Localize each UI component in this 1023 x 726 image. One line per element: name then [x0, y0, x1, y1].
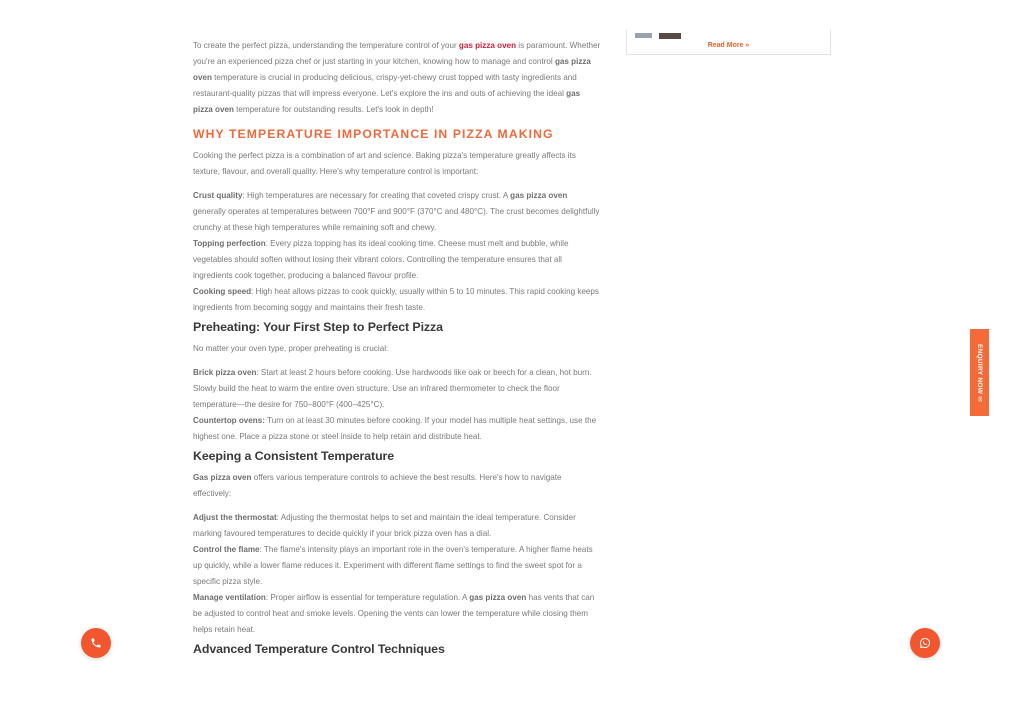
post-thumbnail[interactable]: [659, 33, 681, 39]
section-heading: Keeping a Consistent Temperature: [193, 449, 395, 463]
intro-paragraph: [193, 38, 601, 118]
text: temperature is crucial in producing delicious, crispy-yet-chewy crust topped with tasty ingredients and restaurant-quality pizzas that will impress everyone. Let's explore the ins and outs of achieving the ideal: [193, 73, 577, 98]
section-heading: Advanced Temperature Control Techniques: [193, 642, 445, 656]
thermostat-item: [193, 510, 601, 542]
text: has vents that can be adjusted to control heat and smoke levels. Opening the vents can lower the temperature while closing them helps retain heat.: [193, 593, 595, 634]
text: : Every pizza topping has its ideal cooking time. Cheese must melt and bubble, while vegetables should soften without losing their vibrant colors. Controlling the temperature ensures that all ingredients cook together, producing a balanced flavour profile.: [193, 239, 569, 280]
text: Turn on at least 30 minutes before cooking. If your model has multiple heat settings, use the highest one. Place a pizza stone or steel inside to help retain and distribute heat.: [193, 416, 597, 441]
text: : The flame's intensity plays an important role in the oven's temperature. A higher flame heats up quickly, while a lower flame reduces it. Experiment with different flame settings to find the sweet spot for a specific pizza style.: [193, 545, 593, 586]
keyword: gas pizza oven: [193, 89, 581, 114]
ventilation-item: [193, 590, 601, 638]
keyword: gas pizza oven: [510, 191, 568, 200]
whatsapp-button[interactable]: [910, 628, 940, 658]
keyword: gas pizza oven: [193, 57, 591, 82]
keyword: gas pizza oven: [469, 593, 527, 602]
cooking-speed-item: [193, 284, 601, 316]
text: : Proper airflow is essential for temperature regulation. A: [265, 593, 470, 602]
article-content: [193, 38, 601, 663]
crust-quality-item: [193, 188, 601, 236]
text: generally operates at temperatures between 700°F and 900°F (370°C and 480°C). The crust becomes delightfully crunchy at these high temperatures while remaining soft and chewy.: [193, 207, 600, 232]
countertop-oven-item: [193, 413, 601, 445]
text: : Start at least 2 hours before cooking. Use hardwoods like oak or beech for a clean, hot burn. Slowly build the heat to warm the entire oven structure. Use an infrared thermometer to check the floor temperature—the desire for 750–800°F (400–425°C).: [193, 368, 592, 409]
section-intro: [193, 470, 601, 502]
section-heading: WHY TEMPERATURE IMPORTANCE IN PIZZA MAKING: [193, 127, 554, 141]
text: To create the perfect pizza, understanding the temperature control of your: [193, 41, 459, 50]
enquiry-label: ENQUIRY NOW ✉: [975, 343, 983, 402]
text: offers various temperature controls to achieve the best results. Here's how to navigate effectively:: [193, 473, 562, 498]
topping-perfection-item: [193, 236, 601, 284]
text: is paramount. Whether you're an experienced pizza chef or just starting in your kitchen, knowing how to manage and control: [193, 41, 601, 66]
item-label: Crust quality: [193, 191, 243, 200]
enquiry-now-tab[interactable]: [970, 329, 989, 416]
brick-oven-item: [193, 365, 601, 413]
item-label: Topping perfection: [193, 239, 266, 248]
item-label: Brick pizza oven: [193, 368, 257, 377]
call-button[interactable]: [81, 628, 111, 658]
keyword-link[interactable]: gas pizza oven: [458, 41, 517, 50]
text: : Adjusting the thermostat helps to set and maintain the ideal temperature. Consider marking favoured temperatures to decide quickly if your brick pizza oven has a dial.: [193, 513, 576, 538]
item-label: Adjust the thermostat: [193, 513, 277, 522]
phone-icon: [90, 637, 102, 649]
item-label: Countertop ovens:: [193, 416, 265, 425]
item-label: Manage ventilation: [193, 593, 266, 602]
whatsapp-icon: [919, 637, 931, 649]
section-intro: Cooking the perfect pizza is a combination of art and science. Baking pizza's temperature greatly affects its texture, flavour, and overall quality. Here's why temperature control is important:: [193, 151, 576, 176]
item-label: Cooking speed: [193, 287, 252, 296]
post-thumbnail[interactable]: [635, 33, 652, 38]
sidebar-post-card: [626, 30, 831, 55]
item-label: Control the flame: [193, 545, 260, 554]
text: : High temperatures are necessary for creating that coveted crispy crust. A: [242, 191, 511, 200]
flame-item: [193, 542, 601, 590]
read-more-link[interactable]: Read More »: [707, 42, 750, 49]
text: : High heat allows pizzas to cook quickly, usually within 5 to 10 minutes. This rapid cooking keeps ingredients from becoming soggy and maintains their fresh taste.: [193, 287, 599, 312]
section-heading: Preheating: Your First Step to Perfect Pizza: [193, 320, 443, 334]
section-intro: No matter your oven type, proper preheating is crucial:: [193, 344, 389, 353]
keyword: Gas pizza oven: [193, 473, 252, 482]
text: temperature for outstanding results. Let's look in depth!: [233, 105, 434, 114]
